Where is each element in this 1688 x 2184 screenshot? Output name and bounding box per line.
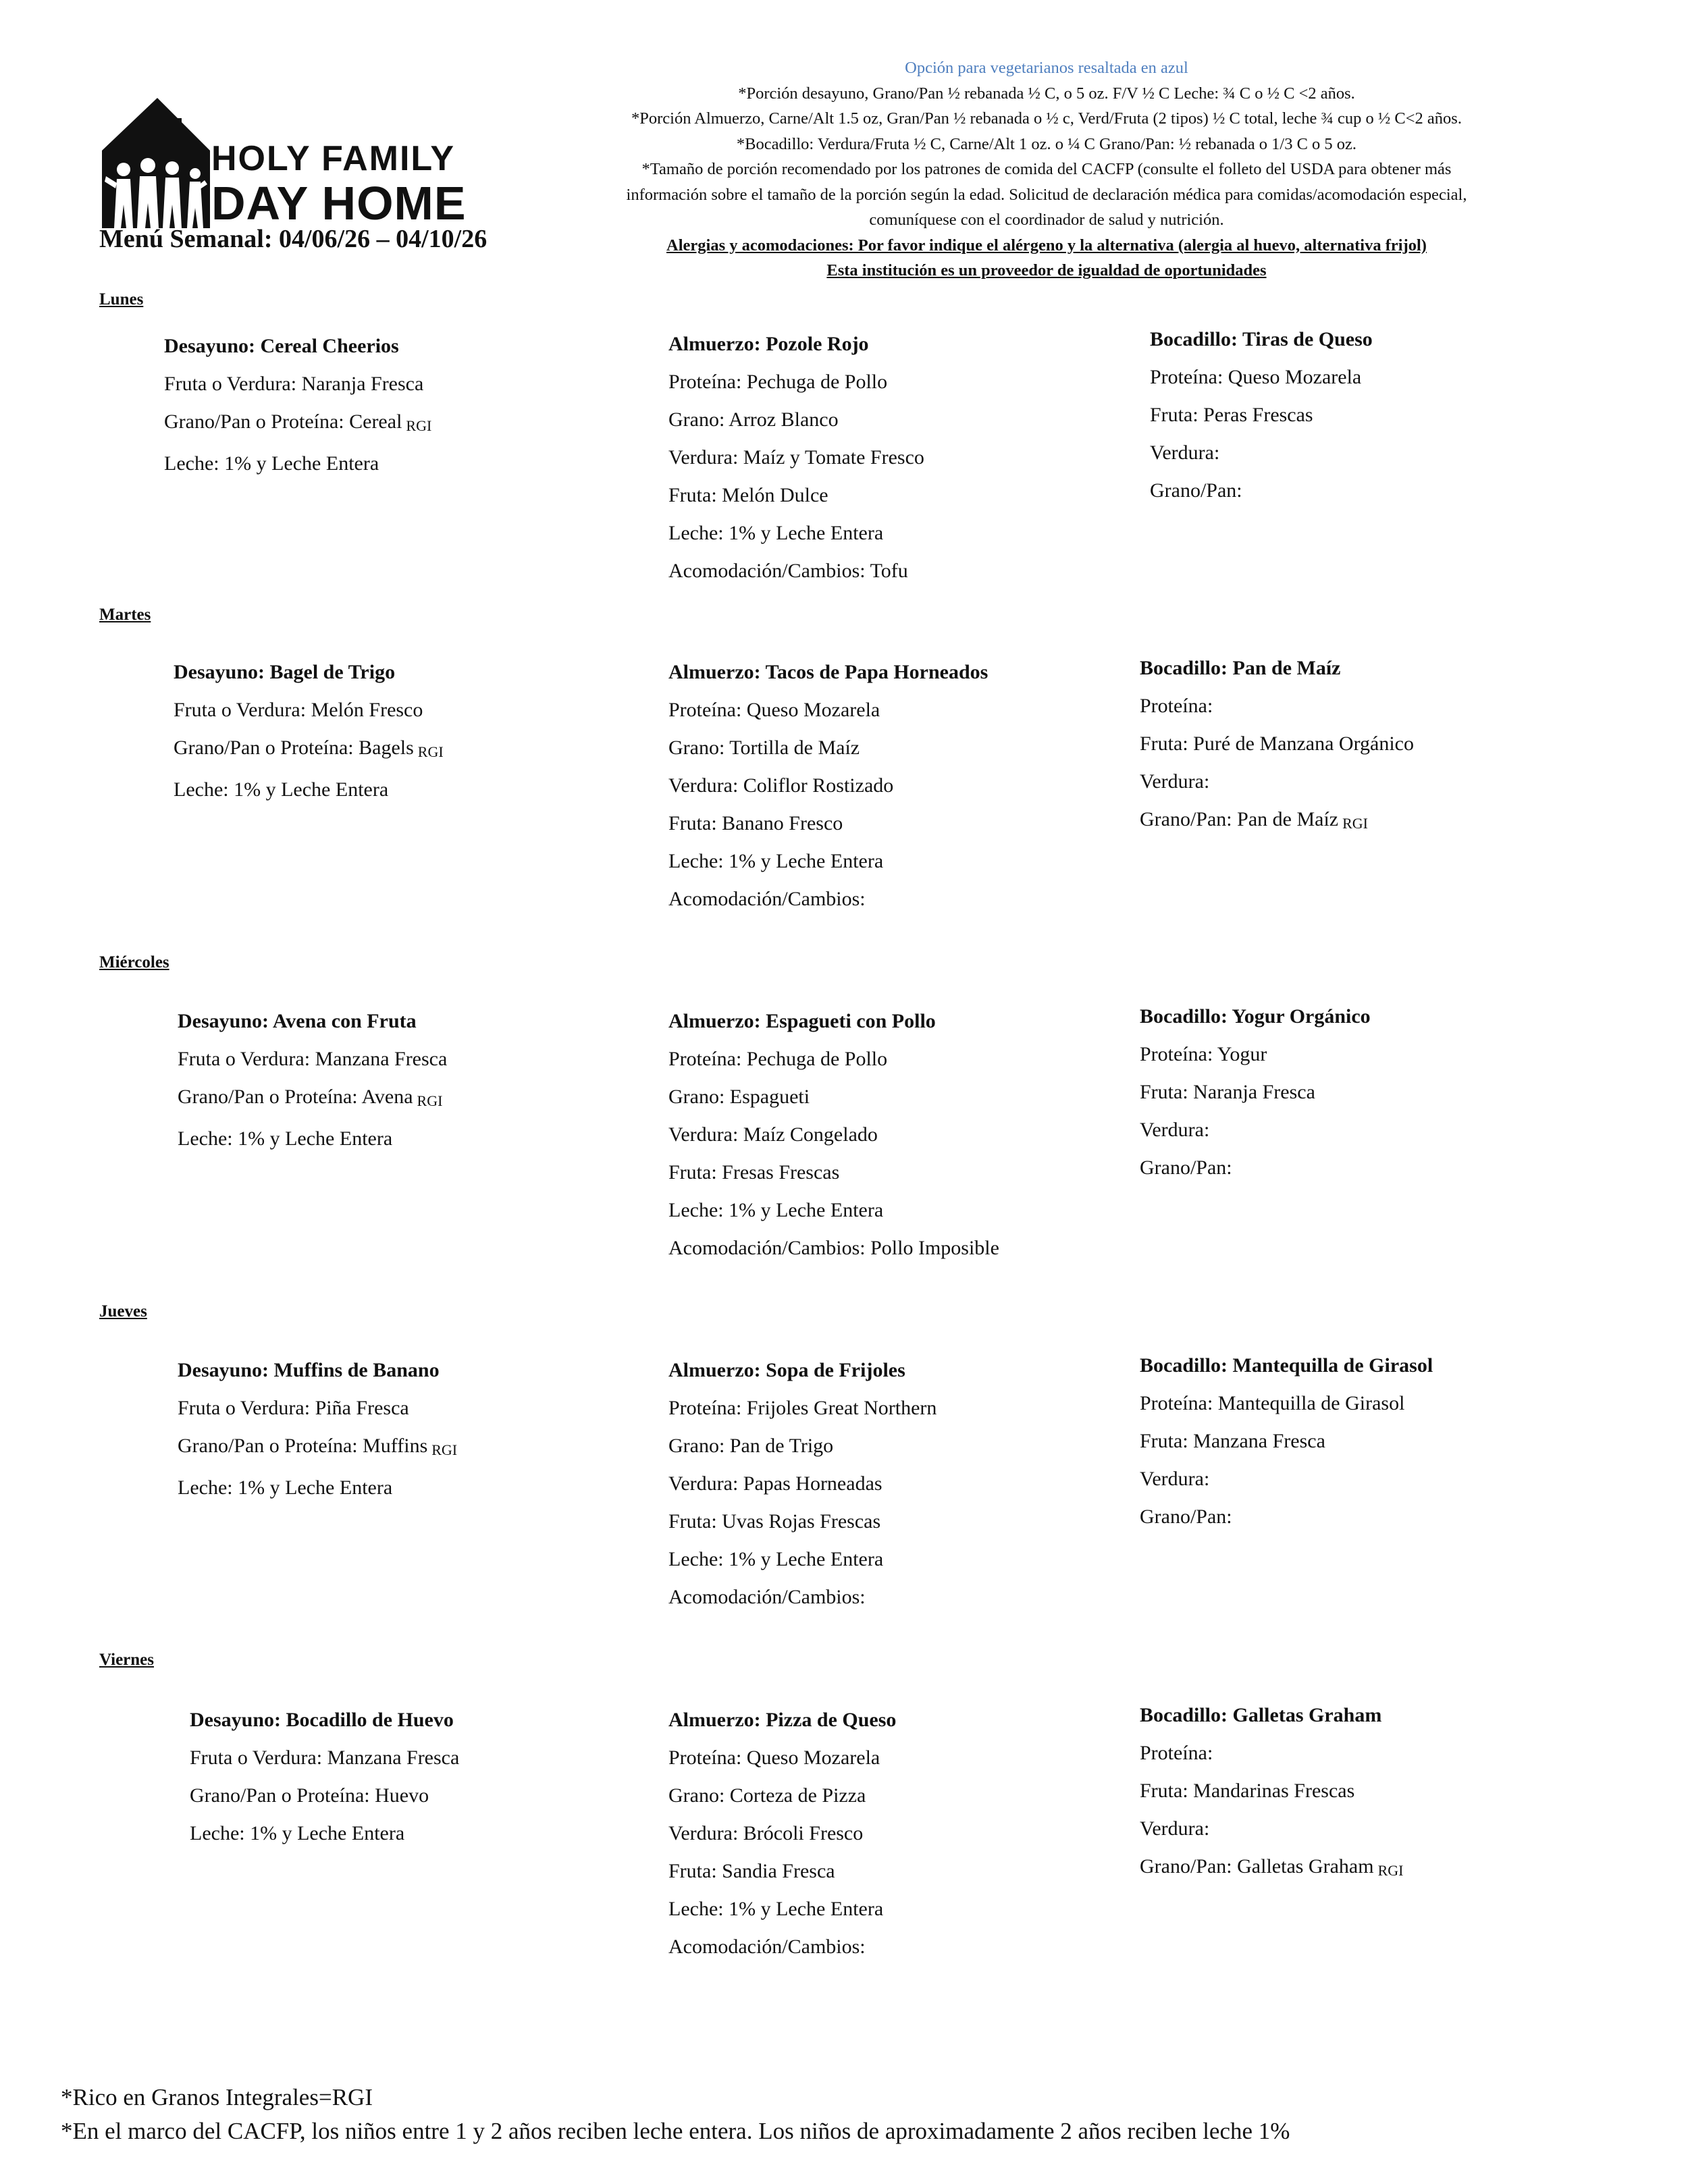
lunch-fruit: Fruta: Melón Dulce bbox=[668, 484, 828, 506]
note-lunch-portion: *Porción Almuerzo, Carne/Alt 1.5 oz, Gran/Pan ½ rebanada o ½ c, Verd/Fruta (2 tipos) ½ C total, leche ¾ cup o ½ C<2 años. bbox=[631, 109, 1462, 128]
snack-grain-text: Grano/Pan: Galletas Graham bbox=[1140, 1855, 1374, 1877]
snack-veg: Verdura: bbox=[1140, 1119, 1210, 1141]
snack-fruit: Fruta: Mandarinas Frescas bbox=[1140, 1780, 1355, 1802]
breakfast-grain-text: Grano/Pan o Proteína: Bagels bbox=[174, 737, 414, 759]
equal-opportunity-note: Esta institución es un proveedor de igualdad de oportunidades bbox=[826, 261, 1267, 279]
footer-notes bbox=[61, 2081, 1290, 2148]
lunch-milk: Leche: 1% y Leche Entera bbox=[668, 1199, 884, 1221]
breakfast-grain-protein bbox=[178, 1078, 447, 1120]
lunch-jueves bbox=[668, 1352, 937, 1616]
lunch-protein: Proteína: Queso Mozarela bbox=[668, 1747, 880, 1769]
snack-miercoles bbox=[1140, 998, 1371, 1187]
rgi-mark: RGI bbox=[417, 743, 444, 760]
day-label-jueves: Jueves bbox=[99, 1302, 147, 1321]
lunch-protein: Proteína: Pechuga de Pollo bbox=[668, 1048, 888, 1070]
snack-protein: Proteína: Mantequilla de Girasol bbox=[1140, 1392, 1405, 1414]
snack-title: Bocadillo: Yogur Orgánico bbox=[1140, 1005, 1371, 1028]
lunch-fruit: Fruta: Fresas Frescas bbox=[668, 1161, 840, 1183]
lunch-veg: Verdura: Brócoli Fresco bbox=[668, 1822, 864, 1844]
snack-fruit: Fruta: Naranja Fresca bbox=[1140, 1081, 1315, 1103]
snack-grain: Grano/Pan: bbox=[1150, 479, 1242, 502]
lunch-martes bbox=[668, 654, 988, 918]
breakfast-milk: Leche: 1% y Leche Entera bbox=[174, 778, 389, 801]
breakfast-lunes bbox=[164, 327, 431, 483]
snack-protein: Proteína: bbox=[1140, 1742, 1213, 1764]
snack-grain: Grano/Pan: bbox=[1140, 1156, 1232, 1179]
lunch-grain: Grano: Tortilla de Maíz bbox=[668, 737, 860, 759]
note-cacfp-1: *Tamaño de porción recomendado por los patrones de comida del CACFP (consulte el folleto del USDA para obtener más bbox=[641, 160, 1452, 178]
snack-title: Bocadillo: Mantequilla de Girasol bbox=[1140, 1354, 1433, 1377]
lunch-accommodation: Acomodación/Cambios: bbox=[668, 1936, 866, 1958]
snack-lunes bbox=[1150, 321, 1373, 510]
breakfast-grain-text: Grano/Pan o Proteína: Avena bbox=[178, 1086, 413, 1108]
footer-milk-note: *En el marco del CACFP, los niños entre 1 y 2 años reciben leche entera. Los niños de aproximadamente 2 años reciben leche 1% bbox=[61, 2118, 1290, 2144]
snack-title: Bocadillo: Tiras de Queso bbox=[1150, 328, 1373, 350]
day-label-lunes: Lunes bbox=[99, 290, 144, 309]
lunch-title: Almuerzo: Pozole Rojo bbox=[668, 333, 869, 355]
snack-veg: Verdura: bbox=[1140, 1817, 1210, 1840]
lunch-protein: Proteína: Frijoles Great Northern bbox=[668, 1397, 937, 1419]
lunch-veg: Verdura: Papas Horneadas bbox=[668, 1472, 882, 1495]
snack-fruit: Fruta: Puré de Manzana Orgánico bbox=[1140, 733, 1414, 755]
snack-protein: Proteína: bbox=[1140, 695, 1213, 717]
breakfast-milk: Leche: 1% y Leche Entera bbox=[178, 1127, 393, 1150]
lunch-milk: Leche: 1% y Leche Entera bbox=[668, 1548, 884, 1570]
snack-protein: Proteína: Yogur bbox=[1140, 1043, 1267, 1065]
breakfast-title: Desayuno: Avena con Fruta bbox=[178, 1010, 417, 1032]
lunch-grain: Grano: Corteza de Pizza bbox=[668, 1784, 866, 1807]
rgi-mark: RGI bbox=[1377, 1862, 1404, 1879]
snack-grain-text: Grano/Pan: Pan de Maíz bbox=[1140, 808, 1339, 830]
snack-grain bbox=[1140, 801, 1414, 843]
snack-veg: Verdura: bbox=[1140, 1468, 1210, 1490]
snack-veg: Verdura: bbox=[1150, 442, 1220, 464]
snack-jueves bbox=[1140, 1347, 1433, 1536]
lunch-accommodation: Acomodación/Cambios: bbox=[668, 888, 866, 910]
lunch-viernes bbox=[668, 1701, 896, 1966]
note-cacfp-2: información sobre el tamaño de la porción según la edad. Solicitud de declaración médica para comidas/acomodación especial, bbox=[626, 185, 1467, 204]
snack-fruit: Fruta: Manzana Fresca bbox=[1140, 1430, 1325, 1452]
snack-grain: Grano/Pan: bbox=[1140, 1506, 1232, 1528]
breakfast-grain-protein: Grano/Pan o Proteína: Huevo bbox=[190, 1784, 429, 1807]
lunch-grain: Grano: Espagueti bbox=[668, 1086, 810, 1108]
allergy-note: Alergias y acomodaciones: Por favor indique el alérgeno y la alternativa (alergia al huevo, alternativa frijol) bbox=[666, 236, 1427, 255]
breakfast-miercoles bbox=[178, 1003, 447, 1158]
lunch-fruit: Fruta: Uvas Rojas Frescas bbox=[668, 1510, 881, 1533]
lunch-accommodation: Acomodación/Cambios: Pollo Imposible bbox=[668, 1237, 999, 1259]
note-snack-portion: *Bocadillo: Verdura/Fruta ½ C, Carne/Alt 1 oz. o ¼ C Grano/Pan: ½ rebanada o 1/3 C o 5 oz. bbox=[736, 134, 1357, 153]
lunch-accommodation: Acomodación/Cambios: Tofu bbox=[668, 560, 908, 582]
breakfast-martes bbox=[174, 654, 444, 809]
lunch-protein: Proteína: Pechuga de Pollo bbox=[668, 371, 888, 393]
lunch-fruit: Fruta: Banano Fresco bbox=[668, 812, 843, 834]
snack-martes bbox=[1140, 649, 1414, 843]
snack-title: Bocadillo: Pan de Maíz bbox=[1140, 657, 1341, 679]
vegetarian-note: Opción para vegetarianos resaltada en azul bbox=[905, 59, 1188, 77]
breakfast-grain-protein bbox=[174, 729, 444, 771]
lunch-grain: Grano: Pan de Trigo bbox=[668, 1435, 834, 1457]
rgi-mark: RGI bbox=[1342, 815, 1368, 832]
breakfast-grain-text: Grano/Pan o Proteína: Muffins bbox=[178, 1435, 428, 1457]
footer-rgi-note: *Rico en Granos Integrales=RGI bbox=[61, 2084, 373, 2110]
lunch-miercoles bbox=[668, 1003, 999, 1267]
lunch-title: Almuerzo: Espagueti con Pollo bbox=[668, 1010, 936, 1032]
lunch-grain: Grano: Arroz Blanco bbox=[668, 408, 839, 431]
day-label-miercoles: Miércoles bbox=[99, 953, 169, 971]
holy-family-logo bbox=[97, 97, 467, 230]
snack-protein: Proteína: Queso Mozarela bbox=[1150, 366, 1362, 388]
breakfast-title: Desayuno: Muffins de Banano bbox=[178, 1359, 440, 1381]
rgi-mark: RGI bbox=[431, 1441, 458, 1458]
lunch-milk: Leche: 1% y Leche Entera bbox=[668, 1898, 884, 1920]
breakfast-milk: Leche: 1% y Leche Entera bbox=[190, 1822, 405, 1844]
breakfast-title: Desayuno: Bagel de Trigo bbox=[174, 661, 396, 683]
lunch-veg: Verdura: Coliflor Rostizado bbox=[668, 774, 894, 797]
snack-viernes bbox=[1140, 1697, 1403, 1890]
breakfast-fruit-veg: Fruta o Verdura: Melón Fresco bbox=[174, 699, 423, 721]
rgi-mark: RGI bbox=[406, 417, 432, 434]
breakfast-fruit-veg: Fruta o Verdura: Manzana Fresca bbox=[190, 1747, 460, 1769]
portion-notes bbox=[527, 55, 1566, 284]
snack-grain bbox=[1140, 1848, 1403, 1890]
breakfast-grain-protein bbox=[164, 403, 431, 445]
lunch-lunes bbox=[668, 325, 924, 590]
snack-veg: Verdura: bbox=[1140, 770, 1210, 793]
week-title: Menú Semanal: 04/06/26 – 04/10/26 bbox=[99, 225, 487, 253]
lunch-accommodation: Acomodación/Cambios: bbox=[668, 1586, 866, 1608]
breakfast-fruit-veg: Fruta o Verdura: Piña Fresca bbox=[178, 1397, 409, 1419]
snack-fruit: Fruta: Peras Frescas bbox=[1150, 404, 1313, 426]
rgi-mark: RGI bbox=[417, 1092, 443, 1109]
lunch-milk: Leche: 1% y Leche Entera bbox=[668, 850, 884, 872]
logo-line-2: DAY HOME bbox=[211, 177, 467, 230]
snack-title: Bocadillo: Galletas Graham bbox=[1140, 1704, 1382, 1726]
note-cacfp-3: comuníquese con el coordinador de salud y nutrición. bbox=[869, 211, 1224, 229]
breakfast-milk: Leche: 1% y Leche Entera bbox=[178, 1476, 393, 1499]
lunch-veg: Verdura: Maíz y Tomate Fresco bbox=[668, 446, 924, 469]
lunch-protein: Proteína: Queso Mozarela bbox=[668, 699, 880, 721]
house-family-icon bbox=[97, 97, 211, 228]
breakfast-grain-text: Grano/Pan o Proteína: Cereal bbox=[164, 410, 402, 433]
breakfast-jueves bbox=[178, 1352, 457, 1507]
breakfast-fruit-veg: Fruta o Verdura: Manzana Fresca bbox=[178, 1048, 448, 1070]
breakfast-viernes bbox=[190, 1701, 459, 1853]
day-label-martes: Martes bbox=[99, 606, 151, 624]
logo-line-1: HOLY FAMILY bbox=[211, 139, 456, 178]
lunch-fruit: Fruta: Sandia Fresca bbox=[668, 1860, 835, 1882]
note-breakfast-portion: *Porción desayuno, Grano/Pan ½ rebanada ½ C, o 5 oz. F/V ½ C Leche: ¾ C o ½ C <2 años. bbox=[738, 84, 1355, 103]
lunch-title: Almuerzo: Pizza de Queso bbox=[668, 1709, 897, 1731]
breakfast-title: Desayuno: Cereal Cheerios bbox=[164, 335, 399, 357]
lunch-milk: Leche: 1% y Leche Entera bbox=[668, 522, 884, 544]
lunch-title: Almuerzo: Sopa de Frijoles bbox=[668, 1359, 905, 1381]
breakfast-title: Desayuno: Bocadillo de Huevo bbox=[190, 1709, 454, 1731]
lunch-title: Almuerzo: Tacos de Papa Horneados bbox=[668, 661, 988, 683]
breakfast-grain-protein bbox=[178, 1427, 457, 1469]
day-label-viernes: Viernes bbox=[99, 1651, 154, 1669]
lunch-veg: Verdura: Maíz Congelado bbox=[668, 1123, 878, 1146]
breakfast-fruit-veg: Fruta o Verdura: Naranja Fresca bbox=[164, 373, 424, 395]
breakfast-milk: Leche: 1% y Leche Entera bbox=[164, 452, 379, 475]
